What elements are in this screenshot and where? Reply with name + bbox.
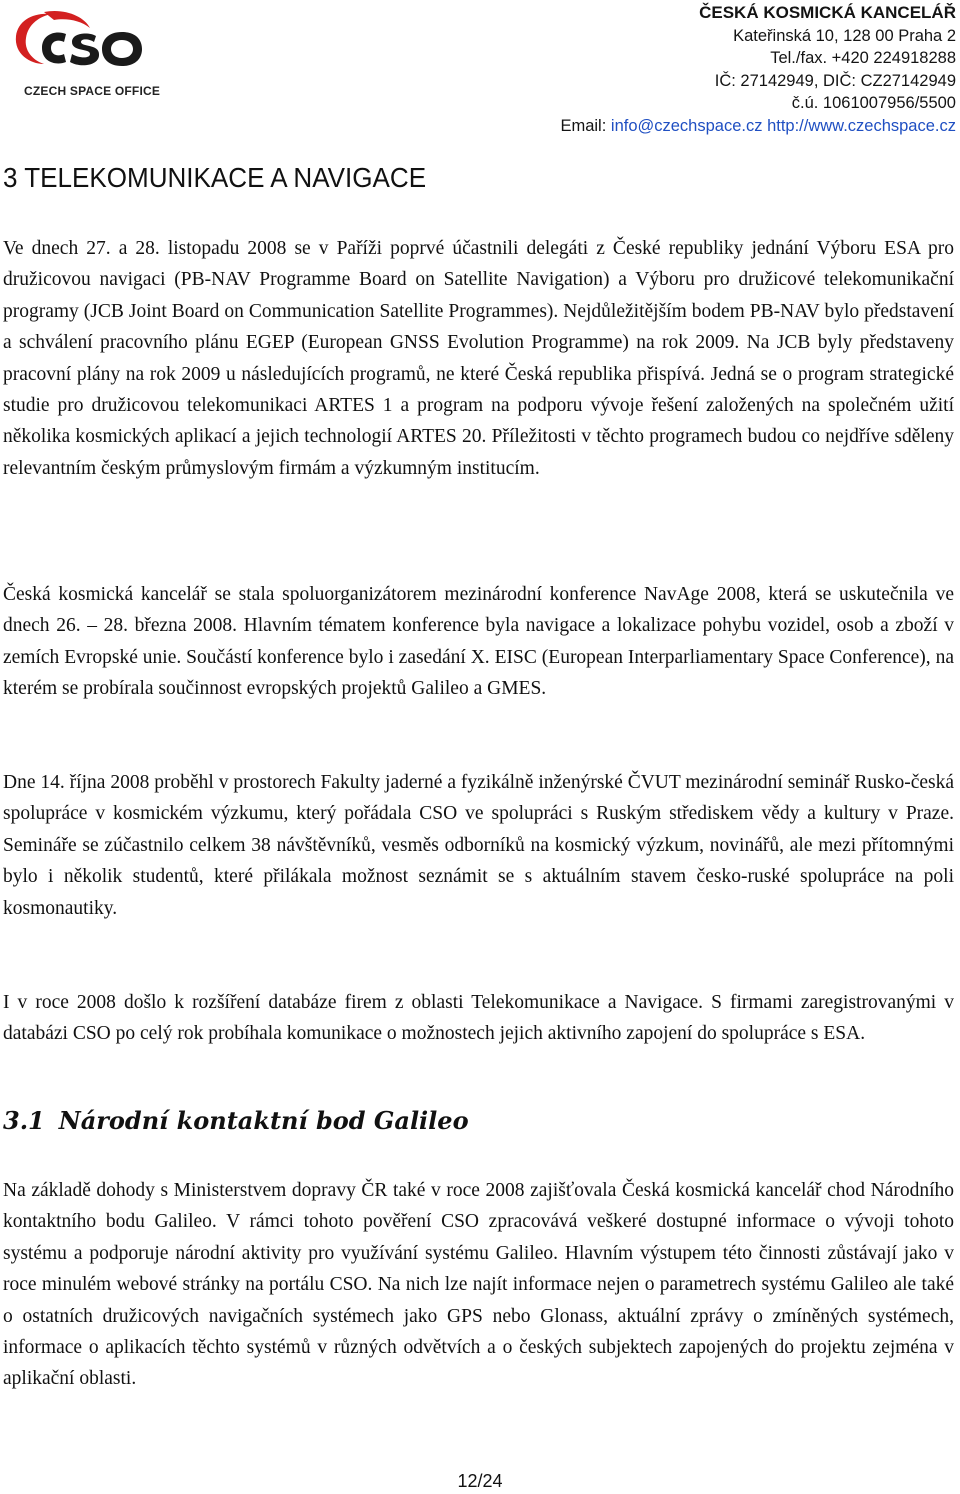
page-number: 12/24 (457, 1471, 503, 1491)
cso-logo-mark (4, 6, 164, 86)
paragraph-esa-boards: Ve dnech 27. a 28. listopadu 2008 se v Paříži poprvé účastnili delegáti z České republiky jednání Výboru ESA pro družicovou navigaci (PB-NAV Programme Board on Satellite Navigation) a Výboru pro družicové telekomunikační programy (JCB Joint Board on Communication Satellite Programmes). Nejdůležitějším bodem PB-NAV bylo představení a schválení pracovního plánu EGEP (European GNSS Evolution Programme) na rok 2009. Na JCB byly představeny pracovní plány na rok 2009 u následujících programů, ne které Česká republika přispívá. Jedná se o program strategické studie pro družicovou telekomunikaci ARTES 1 a program na podporu vývoje řešení založených na společném užití několika kosmických aplikací a jejich technologií ARTES 20. Příležitosti v těchto programech budou co nejdříve sděleny relevantním českým průmyslovým firmám a výzkumným institucím. (3, 238, 954, 479)
website-link[interactable]: http://www.czechspace.cz (767, 116, 956, 135)
paragraph-galileo-contact-point: Na základě dohody s Ministerstvem dopravy ČR také v roce 2008 zajišťovala Česká kosmická kancelář chod Národního kontaktního bodu Galileo. V rámci tohoto pověření CSO zpracovává veškeré dostupné informace o vývoji tohoto systému a podporuje národní aktivity pro využívání systému Galileo. Hlavním výstupem této činnosti zůstávají jako v roce minulém webové stránky na portálu CSO. Na nich lze najít informace nejen o parametrech systému Galileo ale také o ostatních družicových navigačních systémech jako GPS nebo Glonass, aktuální zprávy o zmíněných systémech, informace o aplikacích těchto systémů v různých odvětvích a o českých subjektech zapojených do projektu zejména v aplikační oblasti. (3, 1180, 954, 1390)
org-account: č.ú. 1061007956/5500 (791, 94, 956, 113)
section-title: TELEKOMUNIKACE A NAVIGACE (24, 162, 427, 193)
subsection-number: 3.1 (3, 1106, 45, 1135)
section-heading (3, 162, 426, 194)
paragraph-russian-seminar: Dne 14. října 2008 proběhl v prostorech Fakulty jaderné a fyzikálně inženýrské ČVUT mezinárodní seminář Rusko-česká spolupráce v kosmickém výzkumu, který pořádala CSO ve spolupráci s Ruským střediskem vědy a kultury v Praze. Semináře se zúčastnilo celkem 38 návštěvníků, vesměs odborníků na kosmický výzkum, novinářů, ale mezi přítomnými bylo i několik studentů, které přilákala možnost seznámit se s aktuálním stavem česko-ruské spolupráce na poli kosmonautiky. (3, 772, 954, 919)
paragraph-company-database: I v roce 2008 došlo k rozšíření databáze firem z oblasti Telekomunikace a Navigace. S firmami zaregistrovanými v databázi CSO po celý rok probíhala komunikace o možnostech jejich aktivního zapojení do spolupráce s ESA. (3, 992, 954, 1045)
email-link[interactable]: info@czechspace.cz (610, 116, 763, 135)
paragraph-navage-conference: Česká kosmická kancelář se stala spoluorganizátorem mezinárodní konference NavAge 2008, která se uskutečnila ve dnech 26. – 28. března 2008. Hlavním tématem konference byla navigace a lokalizace pohybu vozidel, osob a zboží v zemích Evropské unie. Součástí konference bylo i zasedání X. EISC (European Interparliamentary Space Conference), na kterém se probírala součinnost evropských projektů Galileo a GMES. (3, 584, 954, 700)
org-address: Kateřinská 10, 128 00 Praha 2 (733, 26, 956, 45)
header-contact-block (436, 2, 956, 138)
email-label: Email: (560, 116, 607, 135)
subsection-title: Národní kontaktní bod Galileo (58, 1106, 469, 1135)
org-phone: Tel./fax. +420 224918288 (770, 49, 956, 68)
cso-logo (4, 6, 164, 98)
org-ids: IČ: 27142949, DIČ: CZ27142949 (714, 71, 956, 90)
org-email-row (436, 115, 956, 138)
org-name: ČESKÁ KOSMICKÁ KANCELÁŘ (699, 3, 956, 22)
logo-wordmark: CZECH SPACE OFFICE (24, 84, 161, 98)
section-number: 3 (3, 162, 18, 193)
subsection-heading (3, 1106, 469, 1135)
